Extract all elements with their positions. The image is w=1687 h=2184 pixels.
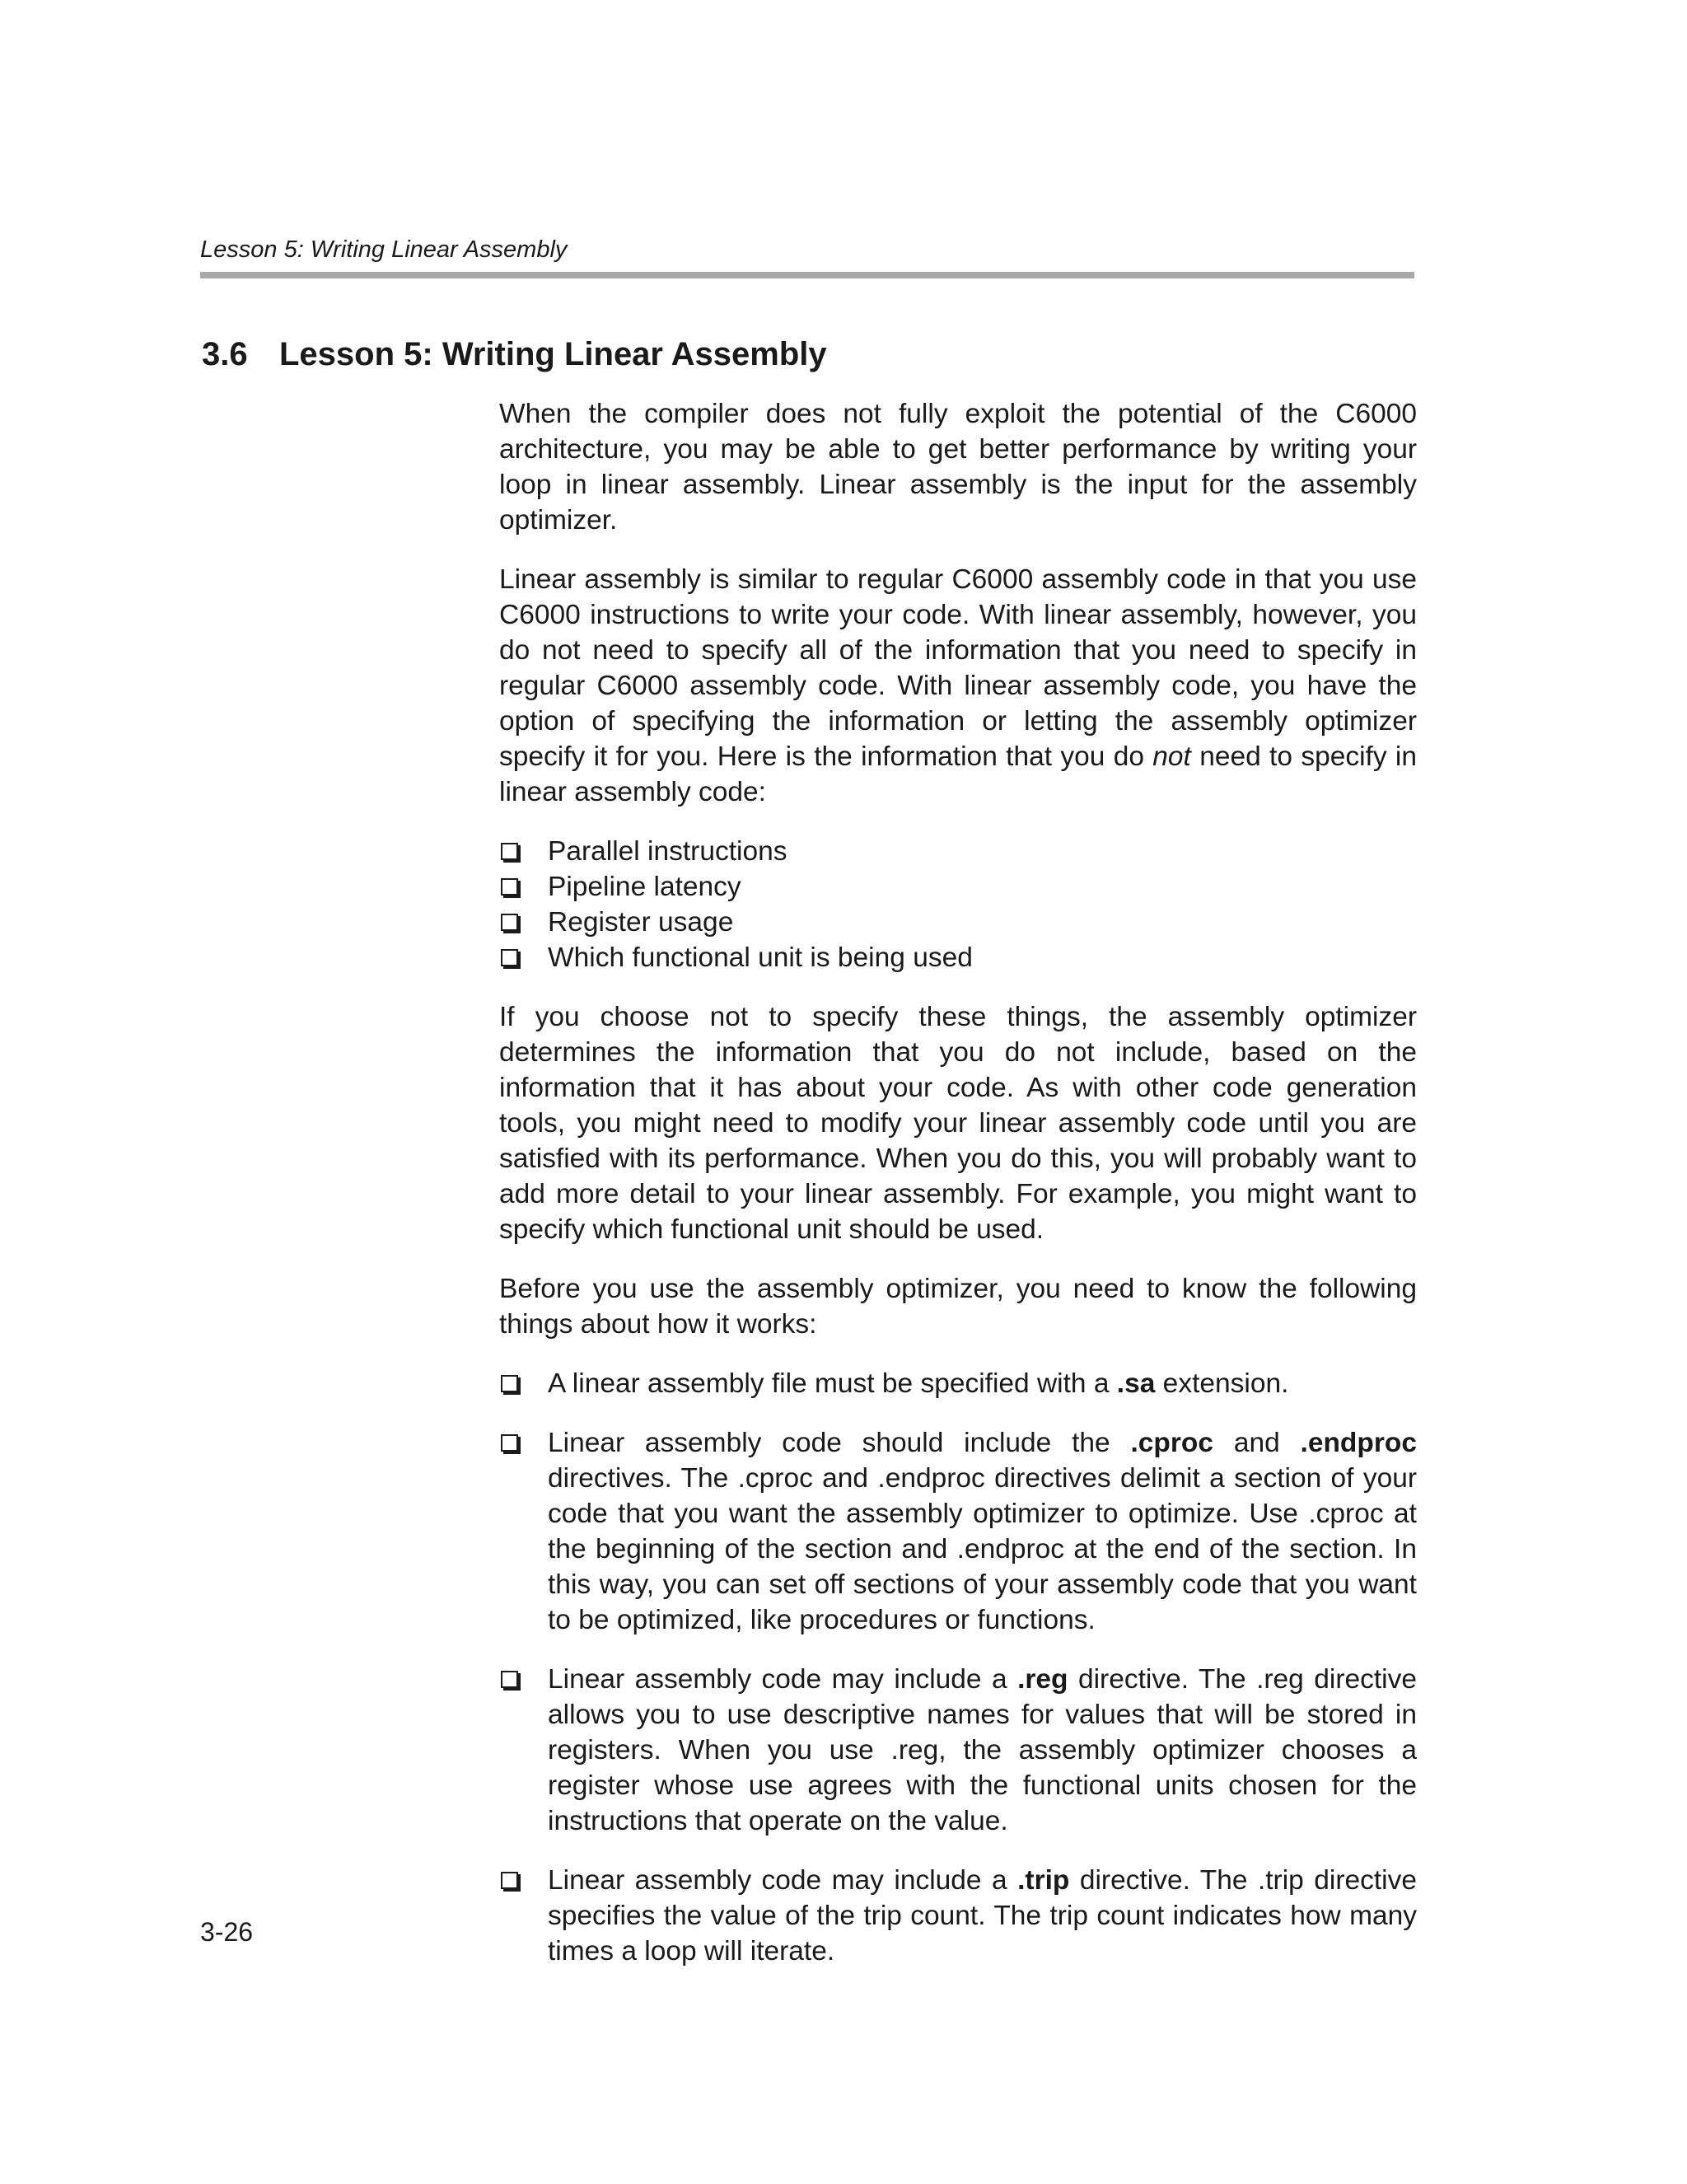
checkbox-bullet-icon — [501, 1671, 518, 1688]
list-item-text: Pipeline latency — [548, 872, 741, 902]
rule-text-mid: and — [1213, 1428, 1301, 1458]
checkbox-bullet-icon — [501, 843, 518, 860]
list-item — [499, 1863, 1417, 1969]
checkbox-bullet-icon — [501, 1375, 518, 1392]
paragraph-before-use: Before you use the assembly optimizer, you need to know the following things about how it works: — [499, 1274, 1417, 1340]
list-item-text: Which functional unit is being used — [548, 942, 973, 973]
header-rule — [200, 272, 1414, 278]
rule-keyword: .reg — [1017, 1664, 1068, 1695]
paragraph-intro: When the compiler does not fully exploit the potential of the C6000 architecture, you may be able to get better performance by writing your loop in linear assembly. Linear assembly is the input for the assembly optimizer. — [499, 399, 1417, 535]
section-number: 3.6 — [202, 336, 248, 372]
list-item-text: Parallel instructions — [548, 836, 787, 867]
rule-text-post: directives. The .cproc and .endproc directives delimit a section of your code that you want the assembly optimizer to optimize. Use .cproc at the beginning of the section and .endproc at the end of the section. In this way, you can set off sections of your assembly code that you want to be optimized, like procedures or functions. — [548, 1463, 1417, 1635]
list-item — [499, 869, 1417, 905]
rule-keyword: .sa — [1116, 1368, 1156, 1399]
rule-text-post: extension. — [1155, 1368, 1289, 1399]
list-item — [499, 1425, 1417, 1638]
paragraph-optimizer-determines: If you choose not to specify these things, the assembly optimizer determines the information that you do not include, based on the information that it has about your code. As with other code generation tools, you might need to modify your linear assembly code until you are satisfied with its performance. When you do this, you will probably want to add more detail to your linear assembly. For example, you might want to specify which functional unit should be used. — [499, 1002, 1417, 1245]
rule-text-pre: A linear assembly file must be specified with a — [548, 1368, 1117, 1399]
unspecified-list — [499, 834, 1417, 975]
rule-keyword: .trip — [1017, 1865, 1070, 1896]
list-item — [499, 905, 1417, 940]
checkbox-bullet-icon — [501, 949, 518, 966]
running-header: Lesson 5: Writing Linear Assembly — [200, 236, 568, 263]
p2-emphasis: not — [1152, 741, 1191, 772]
rule-text-pre: Linear assembly code may include a — [548, 1664, 1018, 1695]
rule-text-post: directive. The .reg directive allows you to use descriptive names for values that will be stored in registers. When you use .reg, the assembly optimizer chooses a register whose use agrees with the functional units chosen for the instructions that operate on the value. — [548, 1664, 1417, 1836]
section-title: Lesson 5: Writing Linear Assembly — [279, 336, 827, 372]
checkbox-bullet-icon — [501, 1872, 518, 1889]
checkbox-bullet-icon — [501, 878, 518, 896]
paragraph-linear-assembly — [499, 562, 1417, 810]
list-item — [499, 1366, 1417, 1401]
rule-keyword: .cproc — [1130, 1428, 1214, 1458]
body-text — [499, 396, 1417, 1993]
list-item — [499, 1662, 1417, 1839]
checkbox-bullet-icon — [501, 914, 518, 931]
rule-text-pre: Linear assembly code may include a — [548, 1865, 1018, 1896]
rule-text-post: directive. The .trip directive specifies the value of the trip count. The trip count indicates how many times a loop will iterate. — [548, 1865, 1417, 1967]
section-heading — [202, 336, 827, 373]
rules-list — [499, 1366, 1417, 1969]
list-item-text: Register usage — [548, 907, 734, 938]
list-item — [499, 940, 1417, 975]
checkbox-bullet-icon — [501, 1434, 518, 1452]
page-number: 3-26 — [200, 1917, 254, 1947]
p2-main: Linear assembly is similar to regular C6000 assembly code in that you use C6000 instructions to write your code. With linear assembly, however, you do not need to specify all of the information that you need to specify in regular C6000 assembly code. With linear assembly code, you have the option of specifying the information or letting the assembly optimizer specify it for you. Here is the information that you do — [499, 564, 1417, 772]
list-item — [499, 834, 1417, 869]
rule-keyword: .endproc — [1300, 1428, 1417, 1458]
p2-tail: need to specify in linear assembly code: — [499, 741, 1417, 807]
rule-text-pre: Linear assembly code should include the — [548, 1428, 1131, 1458]
